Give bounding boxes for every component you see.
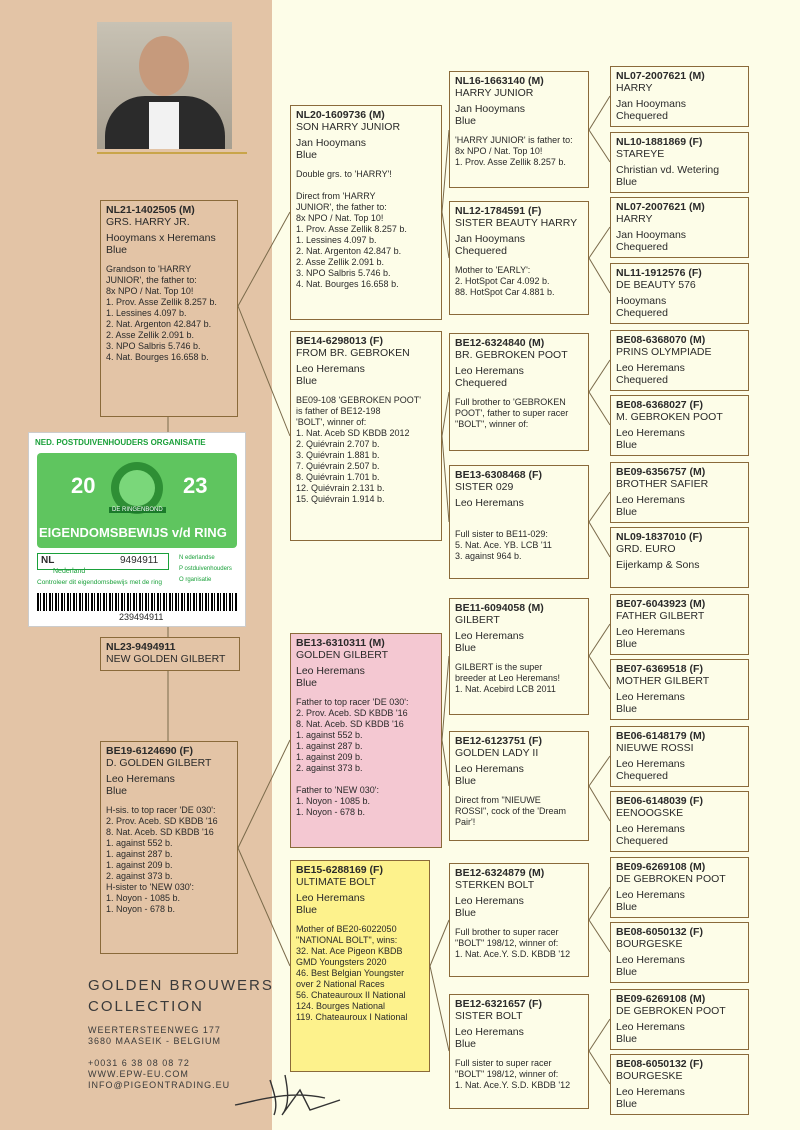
grandparent-card: NL20-1609736 (M) SON HARRY JUNIOR Jan Hooymans Blue Double grs. to 'HARRY'! Direct from 'HARRY JUNIOR', the father to: 8x NPO / Nat. Top 10! 1. Prov. Asse Zellik 8.257 b. 1. Lessines 4.097 b. 2. Nat. Argenton 42.847 b. 2. Asse Zellik 2.091 b. 3. NPO Salbris 5.746 b. 4. Nat. Bourges 16.658 b. [290,105,442,320]
ancestor-card: BE09-6269108 (M) DE GEBROKEN POOT Leo Heremans Blue [610,857,749,918]
ancestor-card: NL10-1881869 (F) STAREYE Christian vd. Wetering Blue [610,132,749,193]
cert-year-left: 20 [71,473,96,498]
ancestor-card: BE08-6368070 (M) PRINS OLYMPIADE Leo Heremans Chequered [610,330,749,391]
ancestor-card: BE07-6043923 (M) FATHER GILBERT Leo Heremans Blue [610,594,749,655]
pigeon-name: D. GOLDEN GILBERT [106,757,212,769]
ancestor-card: NL09-1837010 (F) GRD. EURO Eijerkamp & Sons [610,527,749,588]
ancestor-card: BE06-6148039 (F) EENOOGSKE Leo Heremans Chequered [610,791,749,852]
brand-title: GOLDEN BROUWERS COLLECTION [88,977,274,1015]
ring-number: NL21-1402505 (M) [106,204,195,216]
phone: +0031 6 38 08 08 72 [88,1058,190,1068]
cert-title: EIGENDOMSBEWIJS v/d RING [39,525,227,540]
great-grandparent-card: BE12-6321657 (F) SISTER BOLT Leo Heremans Blue Full sister to super racer "BOLT" 198/12, winner of: 1. Nat. Ace.Y. S.D. KBDB '12 [449,994,589,1109]
barcode [37,593,237,611]
subject-card [100,637,240,671]
ring-number: NL23-9494911 [106,641,176,653]
grandparent-card-highlighted: BE15-6288169 (F) ULTIMATE BOLT Leo Heremans Blue Mother of BE20-6022050 "NATIONAL BOLT", wins: 32. Nat. Ace Pigeon KBDB GMD Youngsters 2020 46. Best Belgian Youngster over 2 National Races 56. Chateauroux II National 124. Bourges National 119. Chateauroux I National [290,860,430,1072]
sire-card [100,200,238,417]
color: Blue [106,244,128,256]
signature-icon [230,1060,360,1120]
ring-number: BE19-6124690 (F) [106,745,193,757]
owner: Hooymans x Heremans [106,232,216,244]
color: Blue [106,785,128,797]
ancestor-card: NL07-2007621 (M) HARRY Jan Hooymans Chequered [610,197,749,258]
cert-control-text: Controleer dit eigendomsbewijs met de ring [37,579,163,586]
contact-info [88,1058,230,1091]
ancestor-card: NL11-1912576 (F) DE BEAUTY 576 Hooymans Chequered [610,263,749,324]
ndo-legend: N ederlandse P ostduivenhouders O rganisatie [179,555,232,583]
ancestor-card: NL07-2007621 (M) HARRY Jan Hooymans Chequered [610,66,749,127]
address: WEERTERSTEENWEG 177 3680 MAASEIK - BELGIUM [88,1025,222,1046]
great-grandparent-card: BE11-6094058 (M) GILBERT Leo Heremans Blue GILBERT is the super breeder at Leo Heremans! 1. Nat. Acebird LCB 2011 [449,598,589,715]
pigeon-name: GRS. HARRY JR. [106,216,190,228]
breeder-photo [97,22,232,149]
ancestor-card: BE08-6050132 (F) BOURGESKE Leo Heremans Blue [610,1054,749,1115]
pedigree-notes: Mother of BE20-6022050 "NATIONAL BOLT", wins: 32. Nat. Ace Pigeon KBDB GMD Youngsters 2020 46. Best Belgian Youngster over 2 National Races 56. Chateauroux II National 124. Bourges National 119. Chateauroux I National [296,924,408,1022]
pigeon-name: NEW GOLDEN GILBERT [106,653,226,665]
ancestor-card: BE07-6369518 (F) MOTHER GILBERT Leo Heremans Blue [610,659,749,720]
great-grandparent-card: NL16-1663140 (M) HARRY JUNIOR Jan Hooymans Blue 'HARRY JUNIOR' is father to: 8x NPO / Nat. Top 10! 1. Prov. Asse Zellik 8.257 b. [449,71,589,188]
great-grandparent-card: NL12-1784591 (F) SISTER BEAUTY HARRY Jan Hooymans Chequered Mother to 'EARLY': 2. HotSpot Car 4.092 b. 88. HotSpot Car 4.881 b. [449,201,589,315]
pedigree-notes: Double grs. to 'HARRY'! Direct from 'HARRY JUNIOR', the father to: 8x NPO / Nat. Top 10! 1. Prov. Asse Zellik 8.257 b. 1. Lessines 4.097 b. 2. Nat. Argenton 42.847 b. 2. Asse Zellik 2.091 b. 3. NPO Salbris 5.746 b. 4. Nat. Bourges 16.658 b. [296,169,407,289]
photo-underline [97,152,247,154]
grandparent-card: BE14-6298013 (F) FROM BR. GEBROKEN Leo Heremans Blue BE09-108 'GEBROKEN POOT' is father of BE12-198 'BOLT', winner of: 1. Nat. Aceb SD KBDB 2012 2. Quiévrain 2.707 b. 3. Quiévrain 1.881 b. 7. Quiévrain 2.507 b. 8. Quiévrain 1.701 b. 12. Quiévrain 2.131 b. 15. Quiévrain 1.914 b. [290,331,442,541]
ancestor-card: BE08-6050132 (F) BOURGESKE Leo Heremans Blue [610,922,749,983]
pedigree-notes: Father to top racer 'DE 030': 2. Prov. Aceb. SD KBDB '16 8. Nat. Aceb. SD KBDB '16 1. against 552 b. 1. against 287 b. 1. against 209 b. 2. against 373 b. Father to 'NEW 030': 1. Noyon - 1085 b. 1. Noyon - 678 b. [296,697,409,817]
pedigree-notes: BE09-108 'GEBROKEN POOT' is father of BE12-198 'BOLT', winner of: 1. Nat. Aceb SD KBDB 2012 2. Quiévrain 2.707 b. 3. Quiévrain 1.881 b. 7. Quiévrain 2.507 b. 8. Quiévrain 1.701 b. 12. Quiévrain 2.131 b. 15. Quiévrain 1.914 b. [296,395,421,504]
certificate-org-title: NED. POSTDUIVENHOUDERS ORGANISATIE [35,438,206,447]
ancestor-card: BE09-6269108 (M) DE GEBROKEN POOT Leo Heremans Blue [610,989,749,1050]
great-grandparent-card: BE12-6324879 (M) STERKEN BOLT Leo Heremans Blue Full brother to super racer "BOLT" 198/12, winner of: 1. Nat. Ace.Y. S.D. KBDB '12 [449,863,589,977]
barcode-number: 239494911 [119,612,164,622]
dam-card [100,741,238,954]
grandparent-card-highlighted: BE13-6310311 (M) GOLDEN GILBERT Leo Heremans Blue Father to top racer 'DE 030': 2. Prov. Aceb. SD KBDB '16 8. Nat. Aceb. SD KBDB '16 1. against 552 b. 1. against 287 b. 1. against 209 b. 2. against 373 b. Father to 'NEW 030': 1. Noyon - 1085 b. 1. Noyon - 678 b. [290,633,442,848]
owner: Leo Heremans [106,773,175,785]
website-link: WWW.EPW-EU.COM [88,1069,189,1079]
cert-subtitle: DE RINGENBOND [109,507,166,513]
ownership-certificate [28,432,246,627]
cert-country-name: Nederland [53,568,86,575]
cert-year-right: 23 [183,473,208,498]
great-grandparent-card: BE12-6324840 (M) BR. GEBROKEN POOT Leo Heremans Chequered Full brother to 'GEBROKEN POOT', father to super racer "BOLT", winner of: [449,333,589,451]
ancestor-card: BE09-6356757 (M) BROTHER SAFIER Leo Heremans Blue [610,462,749,523]
ancestor-card: BE08-6368027 (F) M. GEBROKEN POOT Leo Heremans Blue [610,395,749,456]
cert-ring-field: NL 9494911 [37,553,169,570]
pedigree-notes: H-sis. to top racer 'DE 030': 2. Prov. Aceb. SD KBDB '16 8. Nat. Aceb. SD KBDB '16 1. against 552 b. 1. against 287 b. 1. against 209 b. 2. against 373 b. H-sister to 'NEW 030': 1. Noyon - 1085 b. 1. Noyon - 678 b. [106,805,218,914]
pedigree-notes: Grandson to 'HARRY JUNIOR', the father to: 8x NPO / Nat. Top 10! 1. Prov. Asse Zellik 8.257 b. 1. Lessines 4.097 b. 2. Nat. Argenton 42.847 b. 2. Asse Zellik 2.091 b. 3. NPO Salbris 5.746 b. 4. Nat. Bourges 16.658 b. [106,264,217,362]
email-link: INFO@PIGEONTRADING.EU [88,1080,231,1090]
ancestor-card: BE06-6148179 (M) NIEUWE ROSSI Leo Heremans Chequered [610,726,749,787]
great-grandparent-card: BE12-6123751 (F) GOLDEN LADY II Leo Heremans Blue Direct from "NIEUWE ROSSI", cock of the 'Dream Pair'! [449,731,589,841]
great-grandparent-card: BE13-6308468 (F) SISTER 029 Leo Heremans Full sister to BE11-029: 5. Nat. Ace. YB. LCB '11 3. against 964 b. [449,465,589,579]
